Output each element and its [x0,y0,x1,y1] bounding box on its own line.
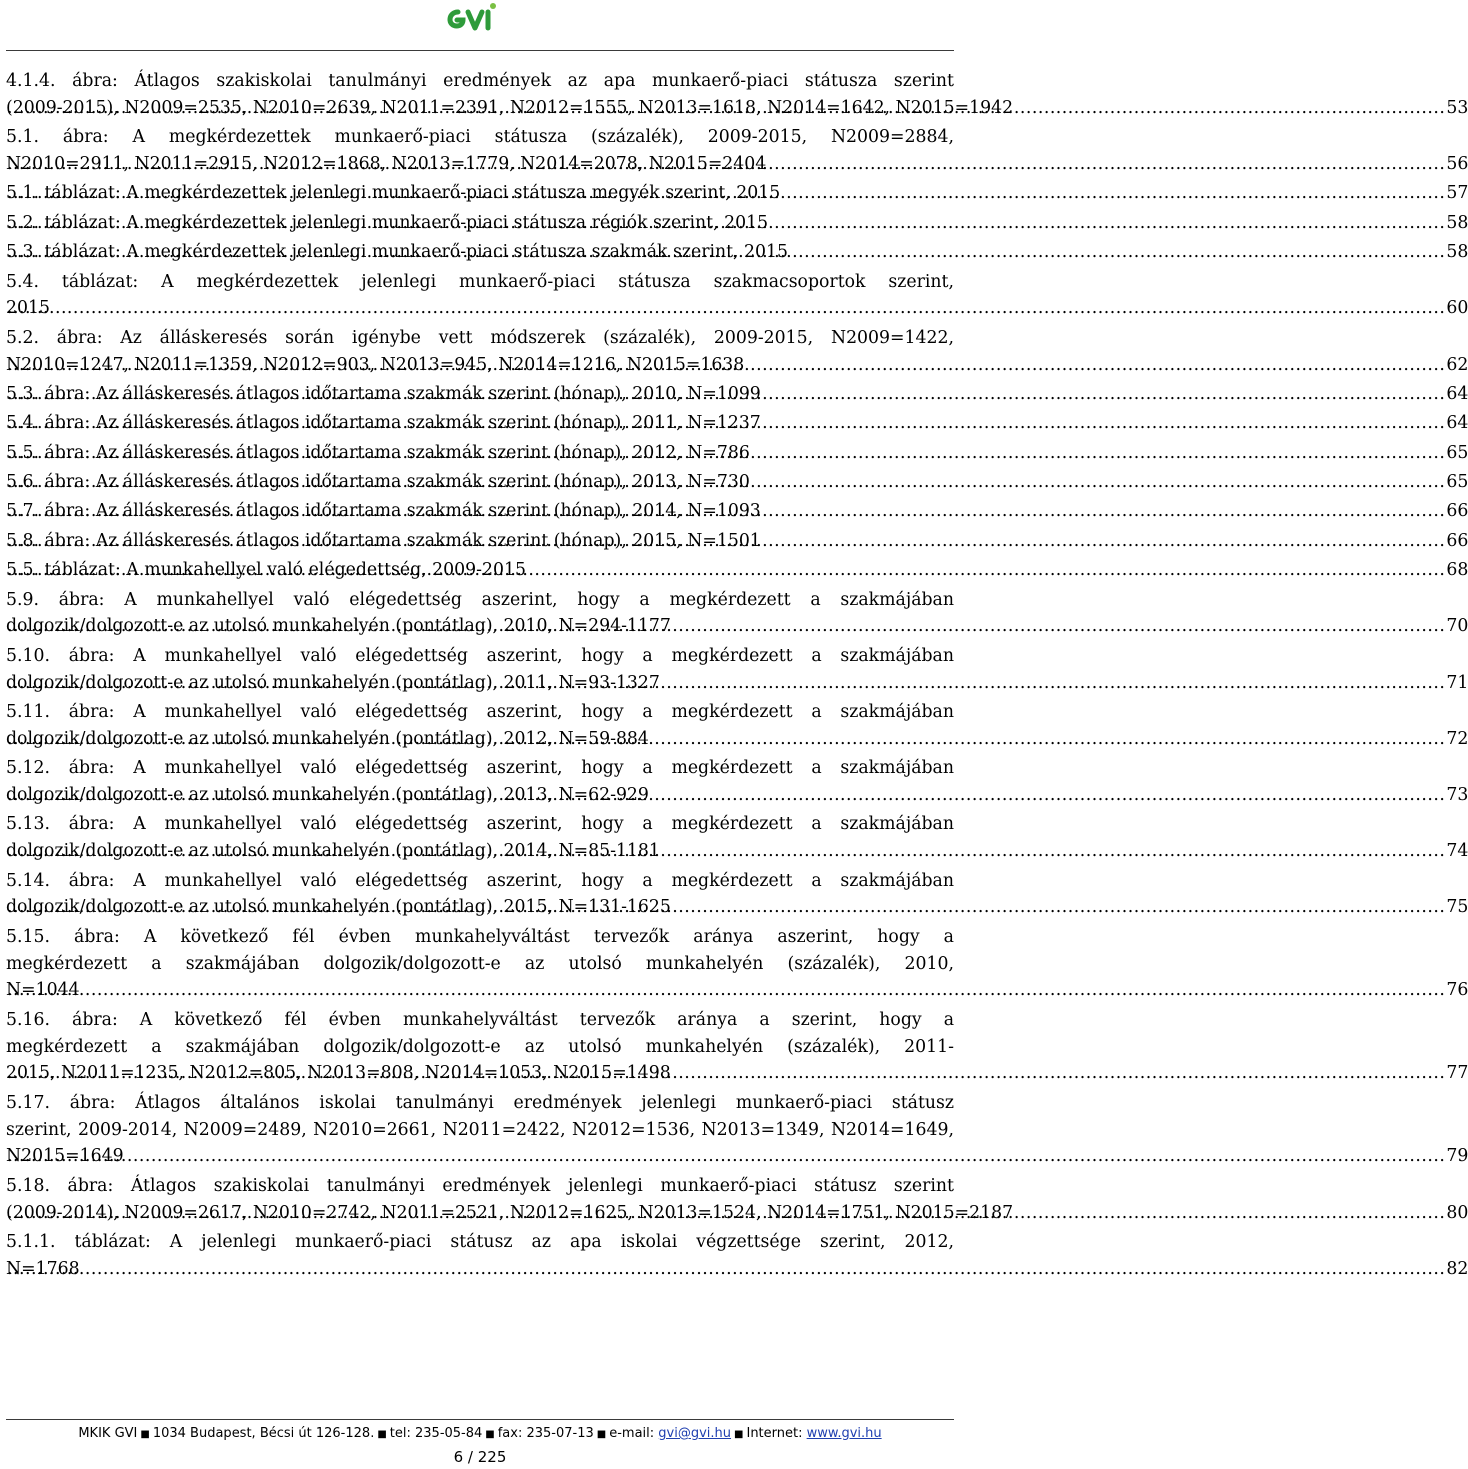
dot-leader [7,1143,1445,1170]
toc-entry[interactable]: 5.18. ábra: Átlagos szakiskolai tanulmányi eredmények jelenlegi munkaerő-piaci státusz szerint (2009-2014), N2009=2617, N2010=2742, N2011=2521, N2012=1625, N2013=1524, N2014=1751, N2015=2187 ..... 80 [6,1173,954,1227]
page-footer: MKIK GVI ■ 1034 Budapest, Bécsi út 126-128. ■ tel: 235-05-84 ■ fax: 235-07-13 ■ e-mail: gvi@gvi.hu ■ Internet: www.gvi.hu [78,1426,882,1441]
toc-entry[interactable]: 5.2. táblázat: A megkérdezettek jelenlegi munkaerő-piaci státusza régiók szerint, 2015 ..... 58 [6,210,954,237]
gvi-logo-icon [444,2,520,40]
dot-leader [7,613,1445,640]
dot-leader [7,838,1445,865]
toc-entry[interactable]: 5.17. ábra: Átlagos általános iskolai tanulmányi eredmények jelenlegi munkaerő-piaci státusz szerint, 2009-2014, N2009=2489, N2010=2661, N2011=2422, N2012=1536, N2013=1349, N2014=1649, N2015=1649 ..... 79 [6,1090,954,1170]
dot-leader [7,1060,1445,1087]
toc-entry[interactable]: 5.15. ábra: A következő fél évben munkahelyváltást tervezők aránya aszerint, hogy a megkérdezett a szakmájában dolgozik/dolgozott-e az utolsó munkahelyén (százalék), 2010, N=1044 ..... 76 [6,924,954,1004]
dot-leader [7,498,1445,525]
toc-page-number[interactable]: 68 [1446,560,1468,581]
toc-entry[interactable]: 5.1.1. táblázat: A jelenlegi munkaerő-piaci státusz az apa iskolai végzettsége szerint, 2012, N=1768 ..... 82 [6,1229,954,1283]
toc-page-number[interactable]: 71 [1446,672,1468,693]
toc-entry[interactable]: 5.4. ábra: Az álláskeresés átlagos időtartama szakmák szerint (hónap), 2011, N=1237 ..... 64 [6,410,954,437]
toc-entry[interactable]: 5.10. ábra: A munkahellyel való elégedettség aszerint, hogy a megkérdezett a szakmájában dolgozik/dolgozott-e az utolsó munkahelyén (pontátlag), 2011, N=93-1327 ..... 71 [6,643,954,697]
header-rule [6,50,954,51]
toc-entry-text: 4.1.4. ábra: Átlagos szakiskolai tanulmányi eredmények az apa munkaerő-piaci státusza szerint [6,71,954,91]
toc-entry[interactable]: 5.5. ábra: Az álláskeresés átlagos időtartama szakmák szerint (hónap), 2012, N=786 ..... 65 [6,440,954,467]
toc-entry-text: 5.17. ábra: Átlagos általános iskolai tanulmányi eredmények jelenlegi munkaerő-piaci státusz [6,1092,954,1113]
toc-entry[interactable]: 4.1.4. ábra: Átlagos szakiskolai tanulmányi eredmények az apa munkaerő-piaci státusza szerint (2009-2015), N2009=2535, N2010=2639, N2011=2391, N2012=1555, N2013=1618, N2014=1642, N2015=1942 ..... 53 [6,68,954,122]
dot-leader [7,670,1445,697]
dot-leader [7,726,1445,753]
toc-entry-text: 5.1.1. táblázat: A jelenlegi munkaerő-piaci státusz az apa iskolai végzettsége szerint, 2012, [6,1231,954,1252]
toc-entry[interactable]: 5.16. ábra: A következő fél évben munkahelyváltást tervezők aránya a szerint, hogy a megkérdezett a szakmájában dolgozik/dolgozott-e az utolsó munkahelyén (százalék), 2011- 2015, N2011=1235, N2012=805, N2013=808, N2014=1053, N2015=1498 ..... 77 [6,1007,954,1087]
dot-leader [7,180,1445,207]
dot-leader [7,1256,1445,1283]
dot-leader [7,469,1445,496]
footer-email-link[interactable]: gvi@gvi.hu [658,1426,732,1441]
toc-page-number[interactable]: 66 [1446,530,1468,551]
footer-rule [6,1419,954,1420]
toc-entry[interactable]: 5.5. táblázat: A munkahellyel való elégedettség, 2009-2015 ..... 68 [6,557,954,584]
toc-page-number[interactable]: 73 [1446,785,1468,806]
toc-entry[interactable]: 5.6. ábra: Az álláskeresés átlagos időtartama szakmák szerint (hónap), 2013, N=730 ..... 65 [6,469,954,496]
toc-page-number[interactable]: 65 [1446,472,1468,493]
toc-page-number[interactable]: 60 [1446,298,1468,319]
page-number: 6 / 225 [453,1448,507,1466]
dot-leader [7,210,1445,237]
footer-fax: fax: 235-07-13 [497,1426,594,1441]
toc-entry-text: 5.11. ábra: A munkahellyel való elégedettség aszerint, hogy a megkérdezett a szakmájában [6,702,954,723]
toc-entry-text: 5.1. ábra: A megkérdezettek munkaerő-piaci státusza (százalék), 2009-2015, N2009=2884, [6,127,954,148]
toc-page-number[interactable]: 82 [1446,1258,1468,1279]
dot-leader [7,440,1445,467]
toc-entry[interactable]: 5.7. ábra: Az álláskeresés átlagos időtartama szakmák szerint (hónap), 2014, N=1093 ..... 66 [6,498,954,525]
dot-leader [7,352,1445,379]
footer-internet-label: Internet: [746,1426,803,1441]
toc-page-number[interactable]: 74 [1446,841,1468,862]
toc-page-number[interactable]: 56 [1446,153,1468,174]
toc-entry[interactable]: 5.2. ábra: Az álláskeresés során igénybe vett módszerek (százalék), 2009-2015, N2009=1422, N2010=1247, N2011=1359, N2012=903, N2013=945, N2014=1216, N2015=1638 ..... 62 [6,325,954,379]
footer-org: MKIK GVI [78,1426,138,1441]
table-of-figures [6,68,1468,1285]
dot-leader [7,295,1445,322]
toc-entry-text: 5.16. ábra: A következő fél évben munkahelyváltást tervezők aránya a szerint, hogy a [6,1009,954,1030]
dot-leader [7,95,1445,122]
dot-leader [7,894,1445,921]
toc-entry[interactable]: 5.12. ábra: A munkahellyel való elégedettség aszerint, hogy a megkérdezett a szakmájában dolgozik/dolgozott-e az utolsó munkahelyén (pontátlag), 2013, N=62-929 ..... 73 [6,755,954,809]
dot-leader [7,782,1445,809]
toc-entry[interactable]: 5.4. táblázat: A megkérdezettek jelenlegi munkaerő-piaci státusza szakmacsoportok szerint, 2015 ..... 60 [6,269,954,323]
toc-page-number[interactable]: 64 [1446,413,1468,434]
footer-phone: tel: 235-05-84 [389,1426,483,1441]
toc-entry-text: 5.12. ábra: A munkahellyel való elégedettség aszerint, hogy a megkérdezett a szakmájában [6,758,954,779]
dot-leader [7,239,1445,266]
footer-web-link[interactable]: www.gvi.hu [806,1426,882,1441]
toc-entry-text: 5.14. ábra: A munkahellyel való elégedettség aszerint, hogy a megkérdezett a szakmájában [6,870,954,891]
toc-page-number[interactable]: 75 [1446,897,1468,918]
toc-entry[interactable]: 5.13. ábra: A munkahellyel való elégedettség aszerint, hogy a megkérdezett a szakmájában dolgozik/dolgozott-e az utolsó munkahelyén (pontátlag), 2014, N=85-1181 ..... 74 [6,811,954,865]
dot-leader [7,528,1445,555]
toc-entry-text: 5.9. ábra: A munkahellyel való elégedettség aszerint, hogy a megkérdezett a szakmájában [6,589,954,610]
toc-entry-text: 5.18. ábra: Átlagos szakiskolai tanulmányi eredmények jelenlegi munkaerő-piaci státusz szerint [6,1175,954,1196]
toc-page-number[interactable]: 70 [1446,616,1468,637]
toc-entry[interactable]: 5.8. ábra: Az álláskeresés átlagos időtartama szakmák szerint (hónap), 2015, N=1501 ..... 66 [6,528,954,555]
footer-email-label: e-mail: [609,1426,655,1441]
footer-address: 1034 Budapest, Bécsi út 126-128. [152,1426,375,1441]
toc-page-number[interactable]: 62 [1446,354,1468,375]
toc-page-number[interactable]: 65 [1446,442,1468,463]
toc-entry[interactable]: 5.9. ábra: A munkahellyel való elégedettség aszerint, hogy a megkérdezett a szakmájában dolgozik/dolgozott-e az utolsó munkahelyén (pontátlag), 2010, N=294-1177 ..... 70 [6,587,954,641]
toc-entry-text: szerint, 2009-2014, N2009=2489, N2010=2661, N2011=2422, N2012=1536, N2013=1349, N2014=1649, [6,1119,954,1140]
dot-leader [7,977,1445,1004]
toc-page-number[interactable]: 76 [1446,980,1468,1001]
toc-page-number[interactable]: 77 [1446,1063,1468,1084]
toc-page-number[interactable]: 57 [1446,183,1468,204]
toc-entry[interactable]: 5.14. ábra: A munkahellyel való elégedettség aszerint, hogy a megkérdezett a szakmájában dolgozik/dolgozott-e az utolsó munkahelyén (pontátlag), 2015, N=131-1625 ..... 75 [6,868,954,922]
dot-leader [7,1200,1445,1227]
toc-entry-text: megkérdezett a szakmájában dolgozik/dolgozott-e az utolsó munkahelyén (százalék), 2010, [6,953,954,974]
toc-entry-text: 5.4. táblázat: A megkérdezettek jelenlegi munkaerő-piaci státusza szakmacsoportok szerint, [6,271,954,292]
toc-entry-text: 5.10. ábra: A munkahellyel való elégedettség aszerint, hogy a megkérdezett a szakmájában [6,645,954,666]
toc-entry[interactable]: 5.1. táblázat: A megkérdezettek jelenlegi munkaerő-piaci státusza megyék szerint, 2015 ..... 57 [6,180,954,207]
dot-leader [7,410,1445,437]
dot-leader [7,557,1445,584]
toc-entry[interactable]: 5.3. táblázat: A megkérdezettek jelenlegi munkaerő-piaci státusza szakmák szerint, 2015 ..... 58 [6,239,954,266]
toc-entry[interactable]: 5.11. ábra: A munkahellyel való elégedettség aszerint, hogy a megkérdezett a szakmájában dolgozik/dolgozott-e az utolsó munkahelyén (pontátlag), 2012, N=59-884 ..... 72 [6,699,954,753]
toc-page-number[interactable]: 53 [1446,97,1468,118]
dot-leader [7,151,1445,178]
toc-page-number[interactable]: 66 [1446,501,1468,522]
toc-page-number[interactable]: 72 [1446,728,1468,749]
toc-page-number[interactable]: 79 [1446,1146,1468,1167]
toc-entry-text: 5.15. ábra: A következő fél évben munkahelyváltást tervezők aránya aszerint, hogy a [6,926,954,947]
toc-entry-text: 5.2. ábra: Az álláskeresés során igénybe vett módszerek (százalék), 2009-2015, N2009=1422, [6,327,954,348]
toc-entry[interactable]: 5.1. ábra: A megkérdezettek munkaerő-piaci státusza (százalék), 2009-2015, N2009=2884, N2010=2911, N2011=2915, N2012=1868, N2013=1779, N2014=2078, N2015=2404 ..... 56 [6,124,954,178]
toc-page-number[interactable]: 58 [1446,212,1468,233]
toc-entry-text: megkérdezett a szakmájában dolgozik/dolgozott-e az utolsó munkahelyén (százalék), 2011- [6,1036,954,1057]
toc-page-number[interactable]: 64 [1446,383,1468,404]
toc-entry-text: 5.13. ábra: A munkahellyel való elégedettség aszerint, hogy a megkérdezett a szakmájában [6,814,954,835]
toc-page-number[interactable]: 80 [1446,1202,1468,1223]
toc-page-number[interactable]: 58 [1446,242,1468,263]
dot-leader [7,381,1445,408]
toc-entry[interactable]: 5.3. ábra: Az álláskeresés átlagos időtartama szakmák szerint (hónap), 2010, N=1099 ..... 64 [6,381,954,408]
